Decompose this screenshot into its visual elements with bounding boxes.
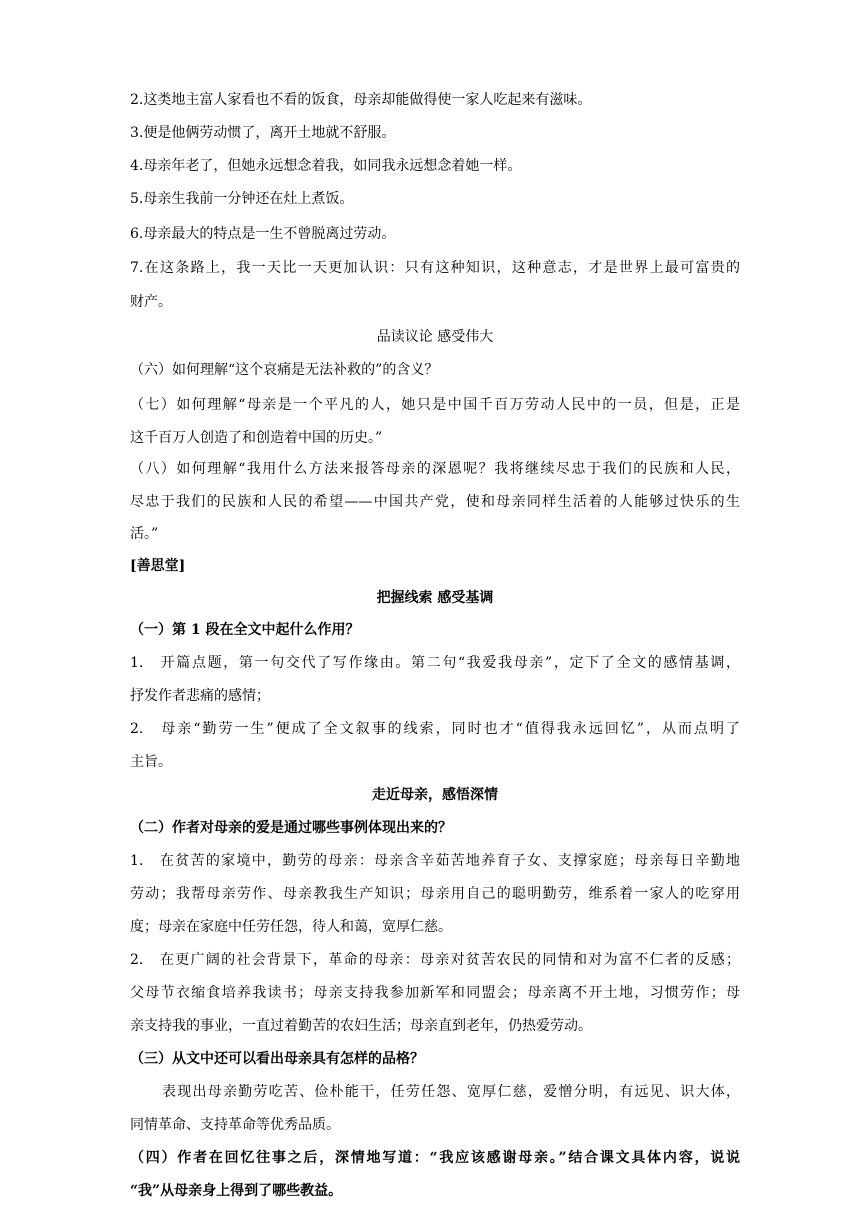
list-item: 4.母亲年老了，但她永远想念着我，如同我永远想念着她一样。: [130, 158, 522, 174]
question: “我”从母亲身上得到了哪些教益。: [130, 1183, 343, 1199]
question: （七）如何理解“母亲是一个平凡的人，她只是中国千百万劳动人民中的一员，但是，正是: [130, 397, 740, 413]
list-item: 6.母亲最大的特点是一生不曾脱离过劳动。: [130, 226, 396, 242]
section-title: 品读议论 感受伟大: [376, 329, 494, 345]
answer-line: 1. 在贫苦的家境中，勤劳的母亲：母亲含辛茹苦地养育子女、支撑家庭；母亲每日辛勤地: [130, 853, 740, 869]
list-item: 3.便是他俩劳动惯了，离开土地就不舒服。: [130, 125, 396, 141]
list-item: 5.母亲生我前一分钟还在灶上煮饭。: [130, 191, 354, 207]
answer-line: 表现出母亲勤劳吃苦、俭朴能干，任劳任怨、宽厚仁慈，爱憎分明，有远见、识大体，: [162, 1084, 740, 1100]
question: （四）作者在回忆往事之后，深情地写道：“我应该感谢母亲。”结合课文具体内容，说说: [130, 1150, 740, 1166]
answer-line: 2. 母亲“勤劳一生”便成了全文叙事的线索，同时也才“值得我永远回忆”，从而点明了: [130, 721, 740, 737]
section-heading: [善思堂]: [130, 558, 186, 574]
question: 这千百万人创造了和创造着中国的历史。”: [130, 430, 383, 446]
list-item: 财产。: [130, 294, 172, 310]
answer-line: 度；母亲在家庭中任劳任怨，待人和蔼，宽厚仁慈。: [130, 919, 452, 935]
question: （一）第 1 段在全文中起什么作用？: [130, 622, 360, 638]
question: 活。”: [130, 526, 159, 542]
list-item: 2.这类地主富人家看也不看的饭食，母亲却能做得使一家人吃起来有滋味。: [130, 92, 592, 108]
question: （六）如何理解“这个哀痛是无法补救的”的含义？: [130, 362, 439, 378]
question: 尽忠于我们的民族和人民的希望——中国共产党，使和母亲同样生活着的人能够过快乐的生: [130, 494, 740, 510]
answer-line: 2. 在更广阔的社会背景下，革命的母亲：母亲对贫苦农民的同情和对为富不仁者的反感；: [130, 952, 740, 968]
section-title: 把握线索 感受基调: [376, 590, 494, 606]
question: （三）从文中还可以看出母亲具有怎样的品格？: [130, 1051, 424, 1067]
answer-line: 抒发作者悲痛的感情；: [130, 688, 270, 704]
question: （八）如何理解“我用什么方法来报答母亲的深恩呢？我将继续尽忠于我们的民族和人民，: [130, 461, 740, 477]
section-title: 走近母亲，感悟深情: [372, 787, 498, 803]
answer-line: 1. 开篇点题，第一句交代了写作缘由。第二句“我爱我母亲”，定下了全文的感情基调，: [130, 655, 740, 671]
list-item: 7.在这条路上，我一天比一天更加认识：只有这种知识，这种意志，才是世界上最可富贵的: [130, 260, 740, 276]
answer-line: 亲支持我的事业，一直过着勤苦的农妇生活；母亲直到老年，仍热爱劳动。: [130, 1018, 592, 1034]
answer-line: 主旨。: [130, 754, 172, 770]
answer-line: 同情革命、支持革命等优秀品质。: [130, 1117, 340, 1133]
question: （二）作者对母亲的爱是通过哪些事例体现出来的？: [130, 820, 452, 836]
answer-line: 父母节衣缩食培养我读书；母亲支持我参加新军和同盟会；母亲离不开土地，习惯劳作；母: [130, 985, 740, 1001]
answer-line: 劳动；我帮母亲劳作、母亲教我生产知识；母亲用自己的聪明勤劳，维系着一家人的吃穿用: [130, 886, 740, 902]
